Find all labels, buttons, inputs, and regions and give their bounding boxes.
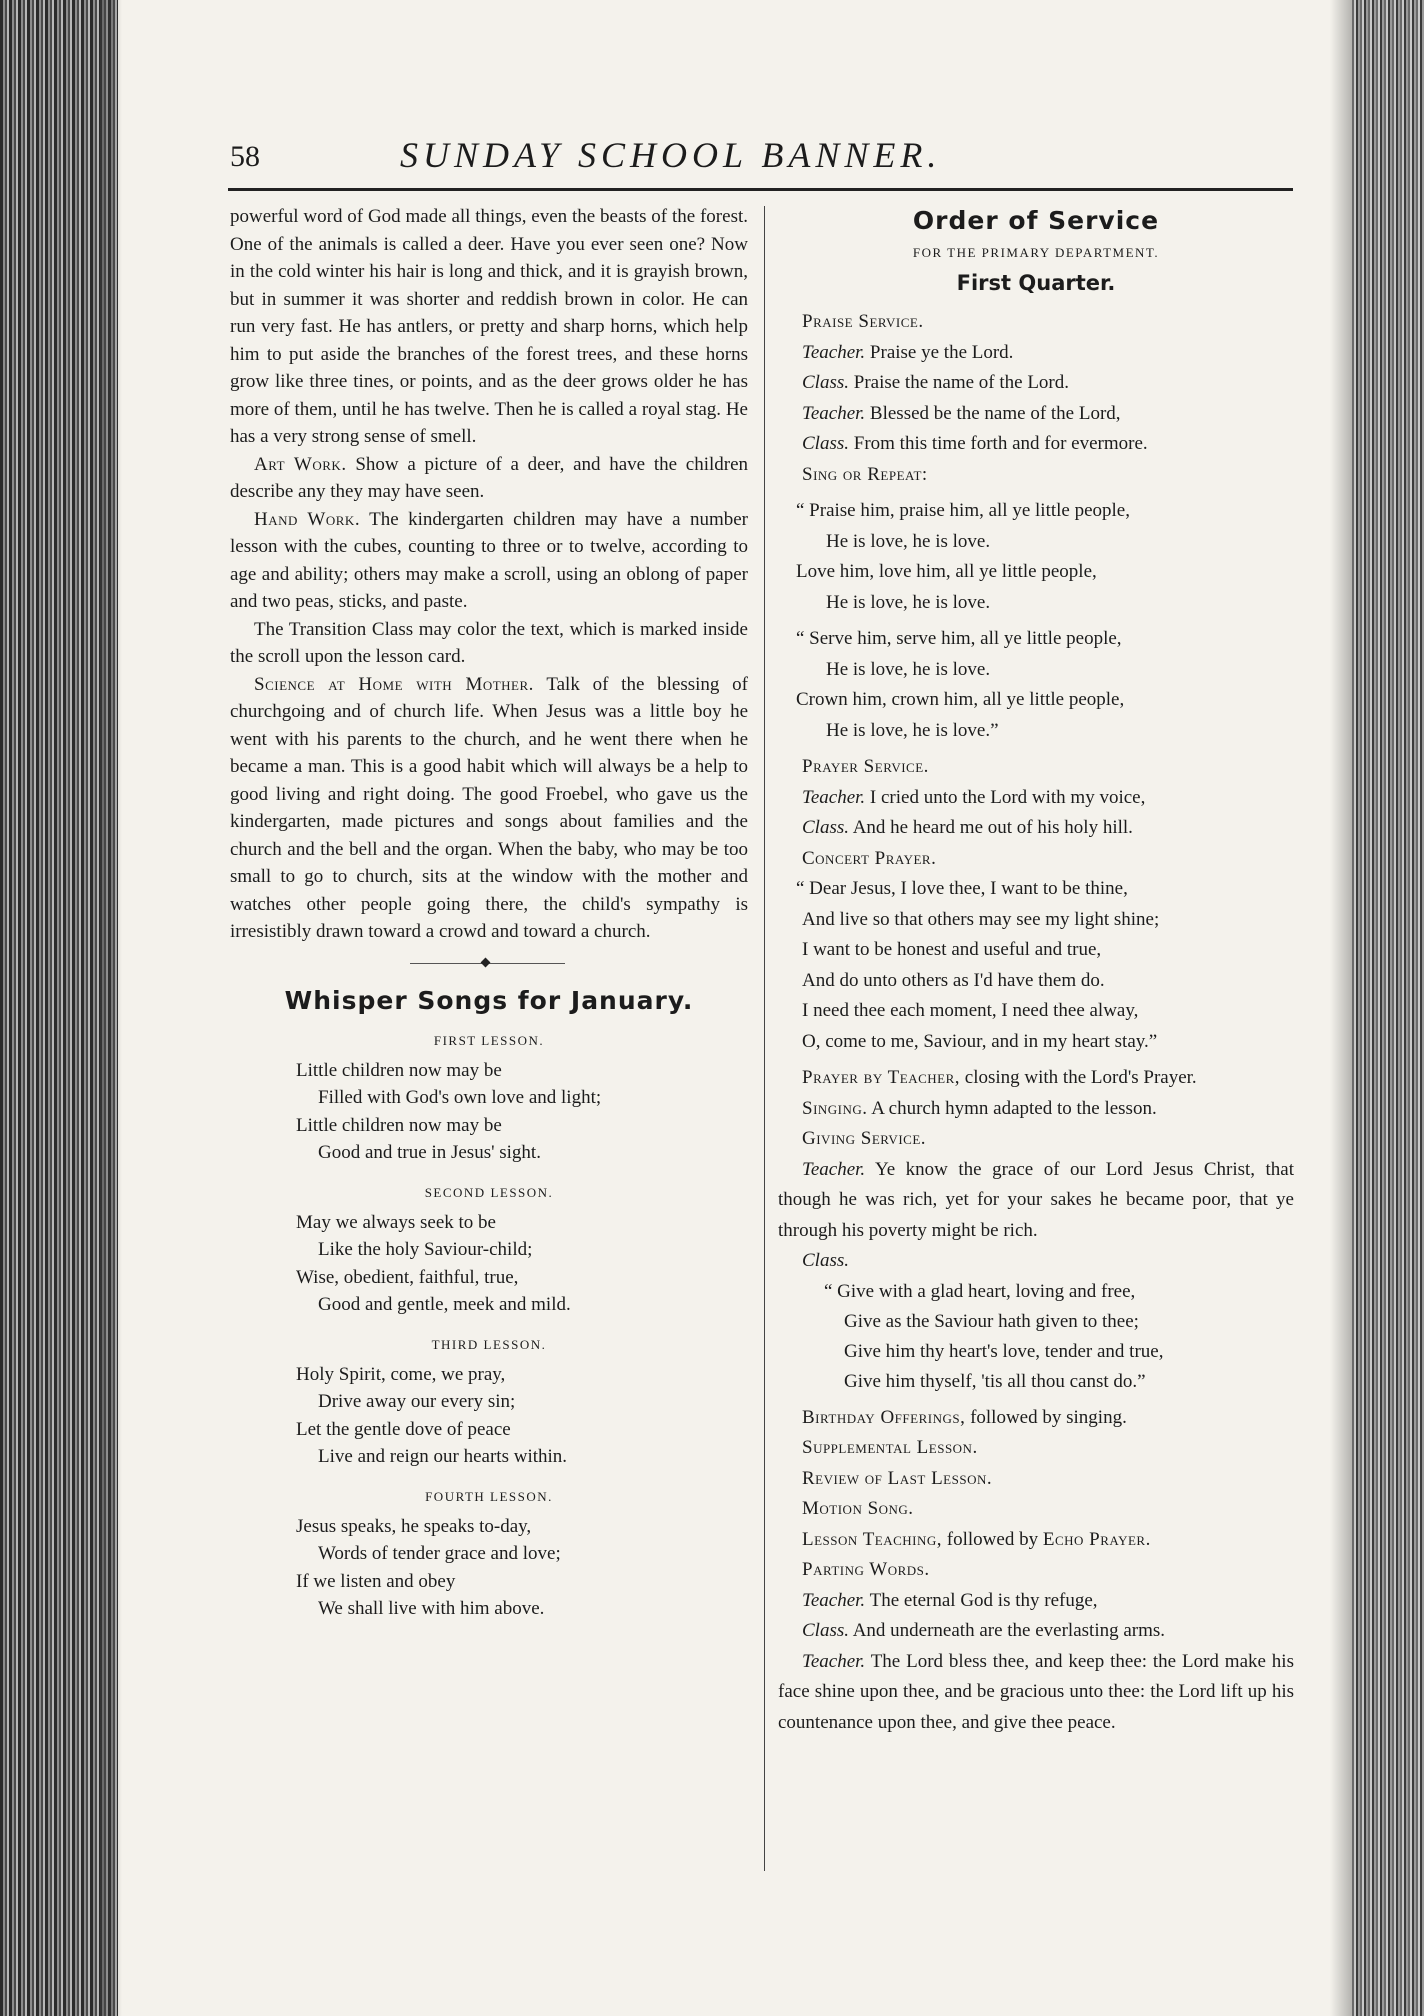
paragraph-science-at-home — [230, 671, 748, 946]
responsive-line — [778, 399, 1294, 430]
supplemental-lesson: Supplemental Lesson. — [802, 1437, 978, 1458]
verse-line: Like the holy Saviour-child; — [318, 1239, 533, 1260]
verse-line: Good and gentle, meek and mild. — [318, 1294, 571, 1315]
concert-prayer-line: O, come to me, Saviour, and in my heart stay.” — [802, 1030, 1158, 1052]
lesson-verse — [230, 1209, 748, 1319]
response-text: I cried unto the Lord with my voice, — [869, 786, 1146, 808]
concert-prayer-line: I want to be honest and useful and true, — [802, 939, 1102, 960]
verse-line: Good and true in Jesus' sight. — [318, 1142, 541, 1163]
sing-or-repeat-heading: Sing or Repeat: — [802, 463, 928, 485]
page-number: 58 — [230, 140, 260, 173]
echo-prayer: Echo Prayer. — [1042, 1528, 1151, 1550]
concert-prayer-line: “ Dear Jesus, I love thee, I want to be thine, — [796, 878, 1128, 899]
speaker-role: Teacher. — [802, 341, 866, 363]
paragraph-text: powerful word of God made all things, even the beasts of the forest. One of the animals is called a deer. Have you ever seen one? Now in the cold winter his hair is long and thick, and it is grayish brown, but in summer it was shorter and reddish brown in color. He can run very fast. He has antlers, or pretty and sharp horns, which help him to put aside the branches of the forest trees, and these horns grow like three tines, or points, and as the deer grows older he has more of them, until he has twelve. Then he is called a royal stag. He has a very strong sense of smell. — [230, 206, 748, 447]
paragraph-text: Ye know the grace of our Lord Jesus Christ, that though he was rich, yet for your sakes he became poor, that ye through his poverty might be rich. — [778, 1158, 1294, 1241]
verse-line: Holy Spirit, come, we pray, — [296, 1363, 506, 1385]
paragraph-text: The kindergarten children may have a number lesson with the cubes, counting to three or to twelve, according to age and ability; others may make a scroll, using an oblong of paper and two peas, sticks, and paste. — [230, 508, 748, 612]
lesson-third — [230, 1337, 748, 1471]
whisper-songs-title: Whisper Songs for January. — [284, 985, 694, 1015]
speaker-role: Class. — [802, 817, 849, 838]
verse-line: Give him thyself, 'tis all thou canst do.” — [844, 1370, 1146, 1392]
paragraph-lead: Hand Work. — [254, 508, 361, 530]
speaker-role: Teacher. — [802, 1650, 866, 1672]
song-line: He is love, he is love. — [826, 530, 991, 552]
song-line: Crown him, crown him, all ye little people, — [796, 689, 1125, 710]
concert-prayer-line: And live so that others may see my light shine; — [802, 908, 1160, 930]
quarter-heading: First Quarter. — [956, 271, 1116, 295]
responsive-line — [778, 368, 1294, 399]
paragraph-lead: Lesson Teaching, — [802, 1528, 943, 1550]
verse-line: Jesus speaks, he speaks to-day, — [296, 1515, 532, 1537]
concert-prayer-line: And do unto others as I'd have them do. — [802, 969, 1105, 991]
paragraph-deer — [230, 203, 748, 451]
concert-prayer-heading: Concert Prayer. — [802, 847, 937, 869]
speaker-role: Teacher. — [802, 1589, 866, 1611]
verse-line: Wise, obedient, faithful, true, — [296, 1266, 519, 1288]
speaker-role: Class. — [802, 433, 849, 454]
verse-line: If we listen and obey — [296, 1570, 456, 1592]
verse-line: May we always seek to be — [296, 1211, 496, 1233]
lesson-second — [230, 1185, 748, 1319]
lesson-heading: FOURTH LESSON. — [425, 1488, 553, 1504]
paragraph-lead: Birthday Offerings, — [802, 1406, 966, 1428]
lesson-teaching — [778, 1525, 1294, 1556]
verse-line: Let the gentle dove of peace — [296, 1418, 511, 1440]
response-text: And underneath are the everlasting arms. — [852, 1620, 1166, 1641]
giving-verse — [778, 1277, 1294, 1397]
response-text: From this time forth and for evermore. — [853, 433, 1148, 454]
song-line: He is love, he is love.” — [826, 719, 999, 741]
speaker-role: Class. — [802, 372, 849, 393]
paragraph-transition-class — [230, 616, 748, 671]
left-column — [230, 203, 748, 1623]
singing-line — [778, 1094, 1294, 1125]
song-line: He is love, he is love. — [826, 658, 991, 680]
verse-line: Live and reign our hearts within. — [318, 1446, 568, 1467]
song-line: “ Praise him, praise him, all ye little people, — [796, 500, 1130, 521]
motion-song: Motion Song. — [802, 1498, 914, 1519]
giving-class-role: Class. — [802, 1250, 849, 1271]
verse-line: “ Give with a glad heart, loving and free, — [824, 1280, 1136, 1302]
response-text: The eternal God is thy refuge, — [869, 1589, 1098, 1611]
paragraph-text: followed by singing. — [970, 1406, 1127, 1428]
verse-line: Filled with God's own love and light; — [318, 1087, 602, 1108]
gutter-shadow — [100, 0, 122, 2016]
responsive-line — [778, 783, 1294, 814]
responsive-line — [778, 1616, 1294, 1647]
verse-line: We shall live with him above. — [318, 1598, 545, 1619]
paragraph-text: followed by — [946, 1528, 1039, 1550]
responsive-line — [778, 813, 1294, 844]
speaker-role: Teacher. — [802, 786, 866, 808]
lesson-heading: THIRD LESSON. — [431, 1336, 547, 1352]
song-line: Love him, love him, all ye little people, — [796, 561, 1097, 582]
praise-service-heading: Praise Service. — [802, 311, 924, 332]
review-last-lesson: Review of Last Lesson. — [802, 1467, 993, 1489]
paragraph-lead: Art Work. — [254, 453, 347, 475]
verse-line: Give as the Saviour hath given to thee; — [844, 1310, 1139, 1332]
paragraph-text: Show a picture of a deer, and have the children describe any they may have seen. — [230, 453, 749, 502]
paragraph-lead: Science at Home with Mother. — [254, 673, 534, 695]
order-of-service-title: Order of Service — [912, 206, 1160, 235]
verse-line: Little children now may be — [296, 1114, 502, 1136]
paragraph-lead: Prayer by Teacher, — [802, 1067, 961, 1088]
speaker-role: Teacher. — [802, 1158, 866, 1180]
order-of-service-subtitle: FOR THE PRIMARY DEPARTMENT. — [912, 245, 1160, 260]
paragraph-text: The Transition Class may color the text, which is marked inside the scroll upon the lesson card. — [230, 618, 748, 667]
responsive-line — [778, 338, 1294, 369]
book-edge-right — [1352, 0, 1424, 2016]
responsive-line — [778, 429, 1294, 460]
speaker-role: Class. — [802, 1620, 849, 1641]
verse-line: Words of tender grace and love; — [318, 1543, 561, 1564]
benediction — [778, 1647, 1294, 1739]
birthday-offerings — [778, 1403, 1294, 1434]
section-flourish — [230, 952, 748, 976]
header-rule — [228, 188, 1293, 191]
lesson-heading: FIRST LESSON. — [433, 1032, 545, 1048]
responsive-line — [778, 1586, 1294, 1617]
lesson-verse — [230, 1361, 748, 1471]
running-title: SUNDAY SCHOOL BANNER. — [400, 135, 942, 175]
paragraph-hand-work — [230, 506, 748, 616]
song-line: “ Serve him, serve him, all ye little people, — [796, 628, 1122, 649]
response-text: Praise ye the Lord. — [869, 341, 1014, 363]
response-text: Blessed be the name of the Lord, — [869, 402, 1121, 424]
column-divider — [764, 206, 765, 1871]
paragraph-text: The Lord bless thee, and keep thee: the Lord make his face shine upon thee, and be gracious unto thee: the Lord lift up his countenance upon thee, and give thee peace. — [778, 1650, 1294, 1733]
paragraph-lead: Singing. — [802, 1097, 868, 1119]
verse-line: Drive away our every sin; — [318, 1391, 516, 1412]
response-text: And he heard me out of his holy hill. — [852, 817, 1133, 838]
lesson-first — [230, 1033, 748, 1167]
lesson-verse — [230, 1513, 748, 1623]
paragraph-text: closing with the Lord's Prayer. — [964, 1067, 1197, 1088]
paragraph-text: A church hymn adapted to the lesson. — [871, 1097, 1157, 1119]
verse-line: Little children now may be — [296, 1059, 502, 1081]
page-edge-shadow — [1330, 0, 1354, 2016]
right-column — [778, 206, 1294, 1738]
speaker-role: Teacher. — [802, 402, 866, 424]
giving-paragraph — [778, 1155, 1294, 1247]
response-text: Praise the name of the Lord. — [853, 372, 1070, 393]
paragraph-art-work — [230, 451, 748, 506]
verse-line: Give him thy heart's love, tender and true, — [844, 1340, 1164, 1362]
prayer-service-heading: Prayer Service. — [802, 756, 929, 777]
parting-words: Parting Words. — [802, 1559, 930, 1580]
paragraph-text: Talk of the blessing of churchgoing and of church life. When Jesus was a little boy he went with his parents to the church, and he went there when he became a man. This is a good habit which will always be a help to good living and right doing. The good Froebel, who gave us the kindergarten, made pictures and songs about families and the church and the bell and the organ. When the baby, who may be too small to go to church, sits at the window with the mother and watches other people going there, the child's sympathy is irresistibly drawn toward a crowd and toward a church. — [230, 673, 748, 942]
prayer-by-teacher — [778, 1063, 1294, 1094]
song-line: He is love, he is love. — [826, 591, 991, 613]
giving-service-heading: Giving Service. — [802, 1128, 927, 1149]
concert-prayer-line: I need thee each moment, I need thee alway, — [802, 1000, 1139, 1021]
lesson-verse — [230, 1057, 748, 1167]
lesson-fourth — [230, 1489, 748, 1623]
lesson-heading: SECOND LESSON. — [424, 1184, 554, 1200]
flourish-dot — [481, 957, 491, 967]
